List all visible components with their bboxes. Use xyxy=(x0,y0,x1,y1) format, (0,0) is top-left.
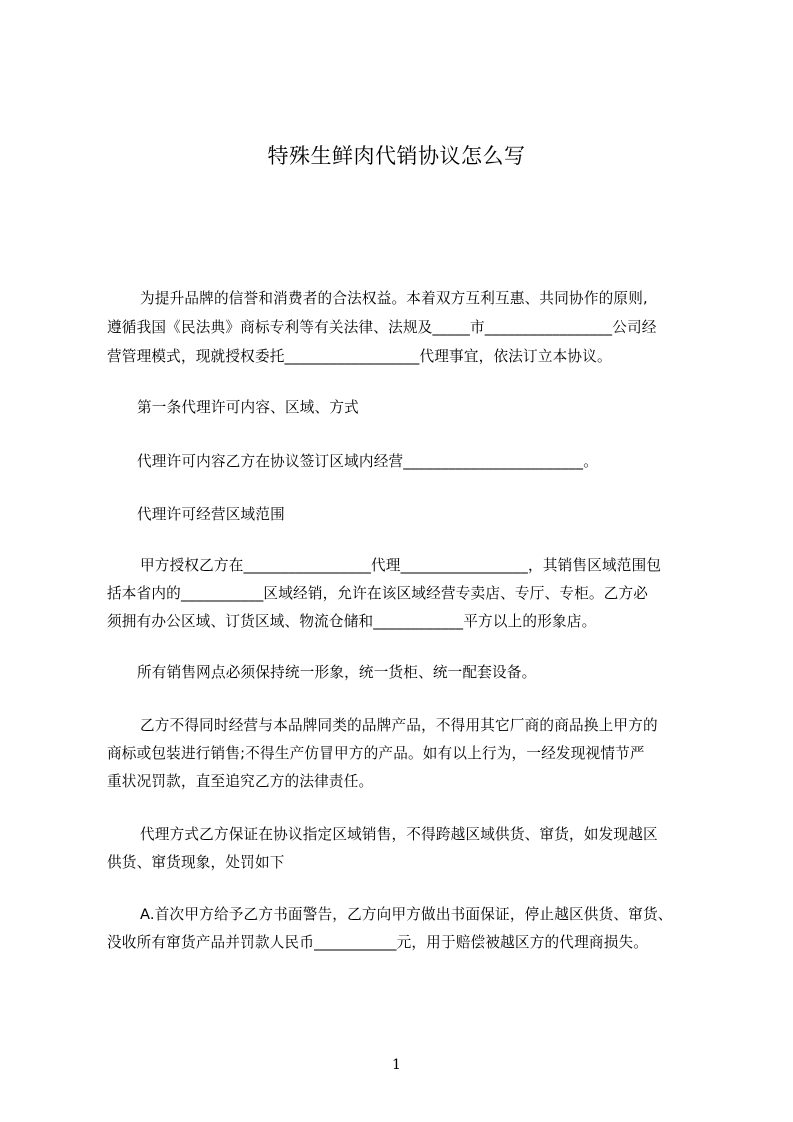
license-content-line: 代理许可内容乙方在协议签订区域内经营________________________。 xyxy=(137,453,599,470)
section-1-heading: 第一条代理许可内容、区域、方式 xyxy=(137,399,359,416)
intro-line-3: 营管理模式，现就授权委托__________________代理事宜，依法订立本协议。 xyxy=(107,348,612,365)
penalty-a-line-1: A.首次甲方给予乙方书面警告，乙方向甲方做出书面保证，停止越区供货、窜货、 xyxy=(140,906,673,923)
page-number: 1 xyxy=(392,1057,401,1073)
method-line-1: 代理方式乙方保证在协议指定区域销售，不得跨越区域供货、窜货，如发现越区 xyxy=(140,826,658,843)
intro-line-1: 为提升品牌的信誉和消费者的合法权益。本着双方互利互惠、共同协作的原则, xyxy=(140,290,648,307)
competing-line-1: 乙方不得同时经营与本品牌同类的品牌产品，不得用其它厂商的商品换上甲方的 xyxy=(140,717,658,734)
competing-line-3: 重状况罚款，直至追究乙方的法律责任。 xyxy=(107,773,374,790)
competing-line-2: 商标或包装进行销售;不得生产仿冒甲方的产品。如有以上行为，一经发现视情节严 xyxy=(107,745,645,762)
region-line-1: 甲方授权乙方在_________________代理_________________，其销售区域范围包 xyxy=(140,557,662,574)
region-line-3: 须拥有办公区域、订货区域、物流仓储和____________平方以上的形象店。 xyxy=(107,613,597,630)
document-title: 特殊生鲜肉代销协议怎么写 xyxy=(267,144,526,168)
method-line-2: 供货、窜货现象，处罚如下 xyxy=(107,854,285,871)
intro-line-2: 遵循我国《民法典》商标专利等有关法律、法规及_____市_________________公司经 xyxy=(107,319,657,336)
region-heading: 代理许可经营区域范围 xyxy=(137,506,285,523)
region-line-2: 括本省内的___________区域经销，允许在该区域经营专卖店、专厅、专柜。乙方必 xyxy=(107,585,649,602)
penalty-a-line-2: 没收所有窜货产品并罚款人民币___________元，用于赔偿被越区方的代理商损失。 xyxy=(107,934,649,951)
uniform-image-line: 所有销售网点必须保持统一形象，统一货柜、统一配套设备。 xyxy=(137,664,537,681)
